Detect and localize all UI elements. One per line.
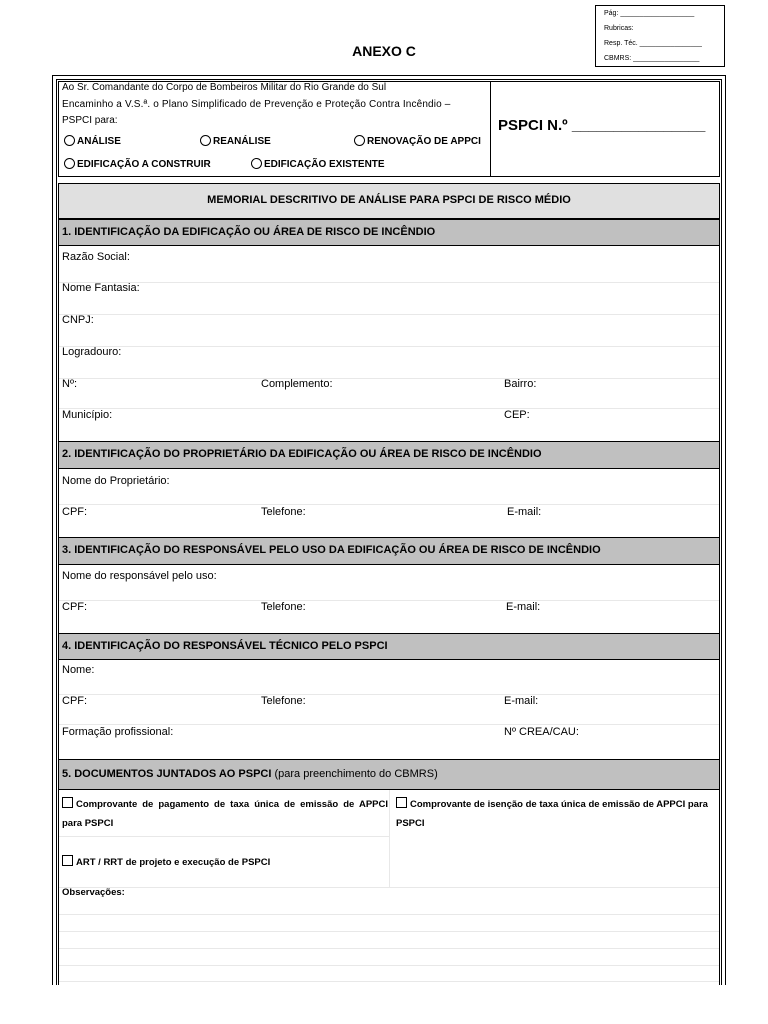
rt-cpf-field[interactable]: CPF:: [62, 695, 88, 707]
pspci-number-field[interactable]: PSPCI N.º ________________: [498, 117, 706, 134]
page-field: Pág: ___________________: [604, 10, 695, 17]
memorial-form: [58, 183, 720, 985]
municipio-field[interactable]: Município:: [62, 409, 113, 421]
resp-tec-field: Resp. Téc. ________________: [604, 40, 702, 47]
responsavel-uso-telefone-field[interactable]: Telefone:: [261, 601, 306, 613]
addressee-line: Ao Sr. Comandante do Corpo de Bombeiros Militar do Rio Grande do Sul: [62, 82, 387, 93]
request-line: Encaminho a V.S.ª. o Plano Simplificado de Prevenção e Proteção Contra Incêndio –: [62, 99, 451, 110]
section-2-header: 2. IDENTIFICAÇÃO DO PROPRIETÁRIO DA EDIFICAÇÃO OU ÁREA DE RISCO DE INCÊNDIO: [59, 441, 719, 469]
radio-icon[interactable]: [64, 158, 75, 169]
option-reanalise[interactable]: REANÁLISE: [200, 135, 271, 147]
proprietario-cpf-field[interactable]: CPF:: [62, 506, 88, 518]
doc-isencao-taxa[interactable]: Comprovante de isenção de taxa única de emissão de APPCI para PSPCI: [396, 799, 708, 829]
bairro-field[interactable]: Bairro:: [504, 378, 537, 390]
observacoes-line[interactable]: [59, 931, 719, 932]
row-divider: [59, 282, 719, 283]
responsavel-uso-nome-field[interactable]: Nome do responsável pelo uso:: [62, 570, 217, 582]
numero-field[interactable]: Nº:: [62, 378, 78, 390]
row-divider: [59, 346, 719, 347]
row-divider: [59, 836, 389, 837]
row-divider: [59, 887, 719, 888]
memorial-title: MEMORIAL DESCRITIVO DE ANÁLISE PARA PSPCI DE RISCO MÉDIO: [59, 184, 719, 219]
responsavel-uso-email-field[interactable]: E-mail:: [506, 601, 541, 613]
checkbox-icon[interactable]: [62, 797, 73, 808]
radio-icon[interactable]: [251, 158, 262, 169]
row-divider: [59, 724, 719, 725]
doc-pagamento-taxa[interactable]: Comprovante de pagamento de taxa única de emissão de APPCI para PSPCI: [62, 799, 388, 829]
observacoes-line[interactable]: [59, 914, 719, 915]
option-renovacao[interactable]: RENOVAÇÃO DE APPCI: [354, 135, 481, 147]
section-1-header: 1. IDENTIFICAÇÃO DA EDIFICAÇÃO OU ÁREA DE RISCO DE INCÊNDIO: [59, 219, 719, 246]
rt-email-field[interactable]: E-mail:: [504, 695, 539, 707]
radio-icon[interactable]: [64, 135, 75, 146]
request-block: [58, 81, 491, 177]
proprietario-email-field[interactable]: E-mail:: [507, 506, 542, 518]
section-4-header: 4. IDENTIFICAÇÃO DO RESPONSÁVEL TÉCNICO PELO PSPCI: [59, 633, 719, 660]
cep-field[interactable]: CEP:: [504, 409, 530, 421]
row-divider: [59, 600, 719, 601]
section-5-note: (para preenchimento do CBMRS): [274, 768, 438, 780]
row-divider: [59, 378, 719, 379]
proprietario-telefone-field[interactable]: Telefone:: [261, 506, 306, 518]
column-divider: [389, 790, 390, 888]
logradouro-field[interactable]: Logradouro:: [62, 346, 122, 358]
rt-nome-field[interactable]: Nome:: [62, 664, 95, 676]
nome-fantasia-field[interactable]: Nome Fantasia:: [62, 282, 140, 294]
razao-social-field[interactable]: Razão Social:: [62, 251, 130, 263]
radio-icon[interactable]: [354, 135, 365, 146]
rt-telefone-field[interactable]: Telefone:: [261, 695, 306, 707]
row-divider: [59, 408, 719, 409]
page-title: ANEXO C: [352, 43, 416, 59]
responsavel-uso-cpf-field[interactable]: CPF:: [62, 601, 88, 613]
radio-icon[interactable]: [200, 135, 211, 146]
checkbox-icon[interactable]: [396, 797, 407, 808]
proprietario-nome-field[interactable]: Nome do Proprietário:: [62, 475, 170, 487]
row-divider: [59, 694, 719, 695]
section-5-title: 5. DOCUMENTOS JUNTADOS AO PSPCI: [62, 768, 272, 780]
observacoes-line[interactable]: [59, 965, 719, 966]
observacoes-line[interactable]: [59, 981, 719, 982]
rubricas-field: Rubricas:: [604, 25, 634, 32]
observacoes-line[interactable]: [59, 948, 719, 949]
doc-art-rrt[interactable]: ART / RRT de projeto e execução de PSPCI: [62, 853, 270, 872]
section-3-header: 3. IDENTIFICAÇÃO DO RESPONSÁVEL PELO USO DA EDIFICAÇÃO OU ÁREA DE RISCO DE INCÊNDIO: [59, 537, 719, 565]
cnpj-field[interactable]: CNPJ:: [62, 314, 94, 326]
section-5-header: [59, 759, 719, 790]
pspci-number-block: [491, 81, 720, 177]
cbmrs-field: CBMRS: _________________: [604, 55, 700, 62]
row-divider: [59, 504, 719, 505]
request-line-cont: PSPCI para:: [62, 115, 118, 126]
option-analise[interactable]: ANÁLISE: [64, 135, 121, 147]
observacoes-label: Observações:: [62, 887, 125, 898]
rt-crea-field[interactable]: Nº CREA/CAU:: [504, 726, 579, 738]
checkbox-icon[interactable]: [62, 855, 73, 866]
complemento-field[interactable]: Complemento:: [261, 378, 333, 390]
row-divider: [59, 314, 719, 315]
option-edificacao-construir[interactable]: EDIFICAÇÃO A CONSTRUIR: [64, 158, 211, 170]
option-edificacao-existente[interactable]: EDIFICAÇÃO EXISTENTE: [251, 158, 385, 170]
rt-formacao-field[interactable]: Formação profissional:: [62, 726, 174, 738]
